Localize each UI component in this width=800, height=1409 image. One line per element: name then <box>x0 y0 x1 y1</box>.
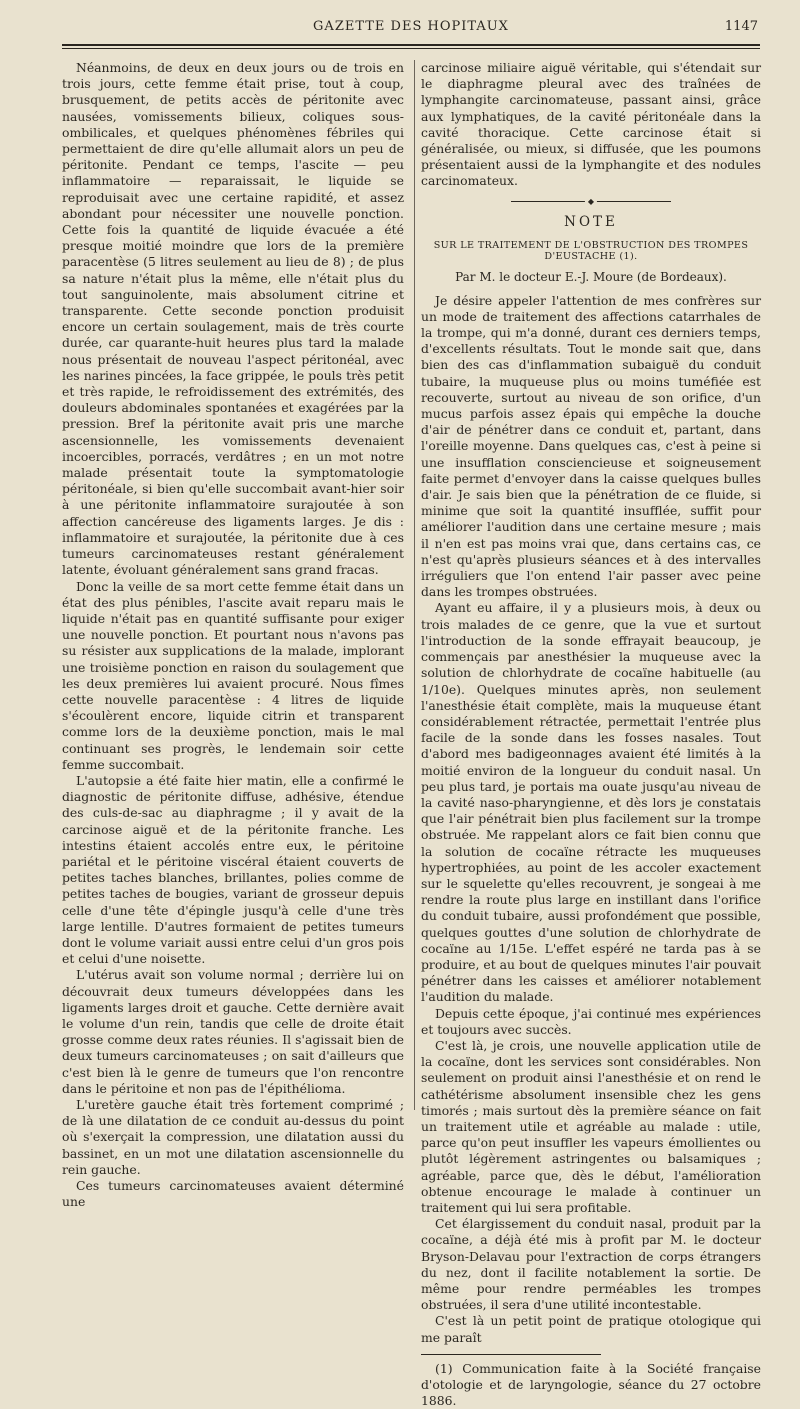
body-paragraph: L'uretère gauche était très fortement comprimé ; de là une dilatation de ce conduit au-dessus du point où s'exerçait la compression, une dilatation aussi du bassinet, en un mot une dilatation ascensionnelle du rein gauche. <box>62 1097 404 1177</box>
body-paragraph: L'utérus avait son volume normal ; derrière lui on découvrait deux tumeurs développées dans les ligaments larges droit et gauche. Cette dernière avait le volume d'un rein, tandis que celle de droite était grosse comme deux rates réunies. Il s'agissait bien de deux tumeurs carcinomateuses ; on sait d'ailleurs que c'est bien là le genre de tumeurs que l'on rencontre dans le péritoine et non pas de l'épithélioma. <box>62 967 404 1096</box>
note-paragraph: Cet élargissement du conduit nasal, produit par la cocaïne, a déjà été mis à profit par M. le docteur Bryson-Delavau pour l'extraction de corps étrangers du nez, dont il facilite notablement la sortie. De même pour rendre perméables les trompes obstruées, il sera d'une utilité incontestable. <box>421 1216 761 1313</box>
note-paragraph: C'est là, je crois, une nouvelle application utile de la cocaïne, dont les services sont considérables. Non seulement on produit ainsi l'anesthésie et on rend le cathétérisme absolument insensible chez les gens timorés ; mais surtout dès la première séance on fait un traitement utile et agréable au malade : utile, parce qu'on peut insuffler les vapeurs émollientes ou plutôt légèrement astringentes ou balsamiques ; agréable, parce que, dès le début, l'amélioration obtenue encourage le malade à continuer un traitement qui lui sera profitable. <box>421 1037 761 1215</box>
continued-paragraph: carcinose miliaire aiguë véritable, qui s'étendait sur le diaphragme pleural avec des traînées de lymphangite carcinomateuse, passant ainsi, grâce aux lymphatiques, de la cavité péritonéale dans la cavité thoracique. Cette carcinose était si généralisée, ou mieux, si diffusée, que les poumons présentaient aussi de la lymphangite et des nodules carcinomateux. <box>421 60 761 189</box>
header-rule <box>62 44 760 49</box>
left-column <box>62 60 404 1210</box>
note-subtitle: SUR LE TRAITEMENT DE L'OBSTRUCTION DES TROMPES D'EUSTACHE (1). <box>433 239 749 262</box>
body-paragraph: Ces tumeurs carcinomateuses avaient déterminé une <box>62 1178 404 1210</box>
running-head <box>62 14 760 40</box>
journal-title: GAZETTE DES HOPITAUX <box>313 19 509 34</box>
page-number: 1147 <box>724 19 758 34</box>
right-column <box>421 60 761 1409</box>
note-title: NOTE <box>564 213 618 230</box>
body-paragraph: Néanmoins, de deux en deux jours ou de trois en trois jours, cette femme était prise, tout à coup, brusquement, de petits accès de péritonite avec nausées, vomissements bilieux, coliques sous-ombilicales, et quelques phénomènes fébriles qui permettaient de dire qu'elle allumait alors un peu de péritonite. Pendant ce temps, l'ascite — peu inflammatoire — reparaissait, le liquide se reproduisait avec une certaine rapidité, et assez abondant pour nécessiter une nouvelle ponction. Cette fois la quantité de liquide évacuée a été presque moitié moindre que lors de la première paracentèse (5 litres seulement au lieu de 8) ; de plus sa nature n'était plus la même, elle n'était plus du tout sanguinolente, mais absolument citrine et transparente. Cette seconde ponction produisit encore un certain soulagement, mais de très courte durée, car quarante-huit heures plus tard la malade nous présentait de nouveau l'aspect péritonéal, avec les narines pincées, la face grippée, le pouls très petit et très rapide, le refroidissement des extrémités, des douleurs abdominales spontanées et exagérées par la pression. Bref la péritonite avait pris une marche ascensionnelle, les vomissements devenaient incoercibles, porracés, verdâtres ; en un mot notre malade présentait toute la symptomatologie péritonéale, si bien qu'elle succombait avant-hier soir à une péritonite inflammatoire surajoutée à son affection cancéreuse des ligaments larges. Je dis : inflammatoire et surajoutée, la péritonite due à ces tumeurs carcinomateuses restant généralement latente, évoluant généralement sans grand fracas. <box>62 60 404 578</box>
note-paragraph: Depuis cette époque, j'ai continué mes expériences et toujours avec succès. <box>421 1005 761 1037</box>
section-separator <box>511 196 671 206</box>
footnote: (1) Communication faite à la Société française d'otologie et de laryngologie, séance du 27 octobre 1886. <box>421 1360 761 1409</box>
separator-ornament: ◆ <box>585 198 597 206</box>
note-paragraph: Je désire appeler l'attention de mes confrères sur un mode de traitement des affections catarrhales de la trompe, qui m'a donné, durant ces derniers temps, d'excellents résultats. Tout le monde sait que, dans bien des cas d'inflammation subaiguë du conduit tubaire, la muqueuse plus ou moins tuméfiée est recouverte, surtout au niveau de son orifice, d'un mucus parfois assez épais qui empêche la douche d'air de pénétrer dans ce conduit et, partant, dans l'oreille moyenne. Dans quelques cas, c'est à peine si une insufflation consciencieuse et soigneusement faite permet d'envoyer dans la caisse quelques bulles d'air. Je sais bien que la pénétration de ce fluide, si minime que soit la quantité insufflée, suffit pour améliorer l'audition dans une certaine mesure ; mais il n'en est pas moins vrai que, dans certains cas, ce n'est qu'après plusieurs séances et à des intervalles irréguliers que l'on entend l'air passer avec peine dans les trompes obstruées. <box>421 292 761 600</box>
footnote-rule <box>421 1354 601 1355</box>
note-paragraph: Ayant eu affaire, il y a plusieurs mois, à deux ou trois malades de ce genre, que la vue et surtout l'introduction de la sonde effrayait beaucoup, je commençais par anesthésier la muqueuse avec la solution de chlorhydrate de cocaïne habituelle (au 1/10e). Quelques minutes après, non seulement l'anesthésie était complète, mais la muqueuse étant considérablement rétractée, permettait l'entrée plus facile de la sonde dans les fosses nasales. Tout d'abord mes badigeonnages avaient été limités à la moitié environ de la longueur du conduit nasal. Un peu plus tard, je portais ma ouate jusqu'au niveau de la cavité naso-pharyngienne, et dès lors je constatais que l'air pénétrait bien plus facilement sur la trompe obstruée. Me rappelant alors ce fait bien connu que la solution de cocaïne rétracte les muqueuses hypertrophiées, au point de les accoler exactement sur le squelette qu'elles recouvrent, je songeai à me rendre la route plus large en instillant dans l'orifice du conduit tubaire, aussi profondément que possible, quelques gouttes d'une solution de chlorhydrate de cocaïne au 1/15e. L'effet espéré ne tarda pas à se produire, et au bout de quelques minutes l'air pouvait pénétrer dans les caisses et améliorer notablement l'audition du malade. <box>421 600 761 1005</box>
body-paragraph: L'autopsie a été faite hier matin, elle a confirmé le diagnostic de péritonite diffuse, adhésive, étendue des culs-de-sac au diaphragme ; il y avait de la carcinose aiguë et de la péritonite franche. Les intestins étaient accolés entre eux, le péritoine pariétal et le péritoine viscéral étaient couverts de petites taches blanches, brillantes, polies comme de petites taches de bougies, variant de grosseur depuis celle d'une tête d'épingle jusqu'à celle d'une très large lentille. D'autres formaient de petites tumeurs dont le volume variait aussi entre celui d'un gros pois et celui d'une noisette. <box>62 772 404 967</box>
note-byline: Par M. le docteur E.-J. Moure (de Bordeaux). <box>455 269 727 284</box>
note-paragraph: C'est là un petit point de pratique otologique qui me paraît <box>421 1313 761 1345</box>
column-divider <box>414 60 415 1110</box>
body-paragraph: Donc la veille de sa mort cette femme était dans un état des plus pénibles, l'ascite avait reparu mais le liquide n'était pas en quantité suffisante pour exiger une nouvelle ponction. Et pourtant nous n'avons pas su résister aux supplications de la malade, implorant une troisième ponction en raison du soulagement que les deux premières lui avaient procuré. Nous fîmes cette nouvelle paracentèse : 4 litres de liquide s'écoulèrent encore, liquide citrin et transparent comme lors de la deuxième ponction, mais le mal continuant ses progrès, le lendemain soir cette femme succombait. <box>62 578 404 772</box>
